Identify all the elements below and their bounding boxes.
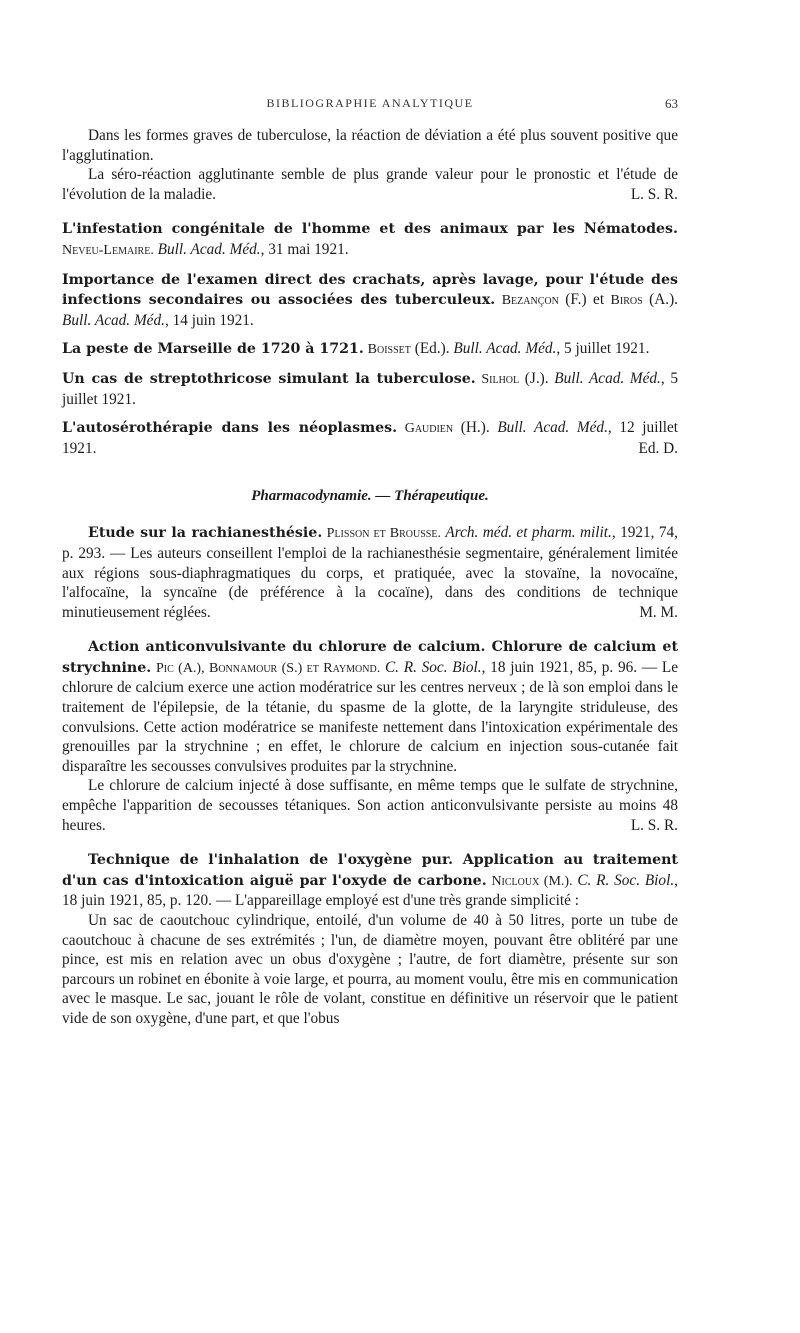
page bbox=[62, 96, 678, 1029]
entry-journal: Bull. Acad. Méd. bbox=[453, 340, 557, 358]
entry-journal: Bull. Acad. Méd. bbox=[497, 419, 608, 437]
article-title: Technique de l'inhalation de l'oxygène pur. Application au traitement d'un cas d'intoxication aiguë par l'oxyde de carbone. bbox=[62, 852, 678, 889]
article-text: Les auteurs conseillent l'emploi de la rachianesthésie segmentaire, généralement limitée aux régions sous-diaphragmatiques du corps, et pratiquée, avec la stovaïne, la novocaïne, l'alfocaïne, la syncaïne (de préférence à la cocaïne), dans des conditions de technique minutieusement réglées. bbox=[62, 544, 678, 621]
entry-journal: Bull. Acad. Méd. bbox=[62, 311, 165, 329]
running-head: BIBLIOGRAPHIE ANALYTIQUE bbox=[266, 96, 474, 110]
entry-author: Boisset bbox=[367, 342, 411, 358]
entry-title: Importance de l'examen direct des crachats, après lavage, pour l'étude des infections secondaires ou associées des tuberculeux. bbox=[62, 271, 678, 309]
page-header bbox=[62, 96, 678, 118]
entry-author: Silhol bbox=[481, 371, 520, 387]
article-authors: Nicloux (M.). bbox=[491, 873, 573, 889]
entry-author-initials: (H.). bbox=[453, 419, 498, 437]
article-authors: Plisson et Brousse. bbox=[326, 526, 441, 542]
entry-initials: Ed. D. bbox=[638, 439, 678, 457]
entry-author-initials: (F.) et bbox=[558, 291, 611, 309]
entry-date: , 12 juillet 1921. bbox=[62, 419, 678, 457]
intro-text: La séro-réaction agglutinante semble de plus grande valeur pour le pronostic et l'étude de l'évolution de la maladie. bbox=[62, 166, 678, 203]
abstract-article bbox=[62, 637, 678, 776]
entry-journal: Bull. Acad. Méd. bbox=[554, 369, 661, 387]
article-paragraph bbox=[62, 776, 678, 835]
abstract-article bbox=[62, 850, 678, 911]
entry-title: La peste de Marseille de 1720 à 1721. bbox=[62, 341, 364, 358]
entry-author: Gaudien bbox=[404, 421, 454, 437]
bibliography-entry bbox=[62, 339, 678, 360]
abstract-article bbox=[62, 523, 678, 622]
article-initials: M. M. bbox=[639, 603, 678, 621]
entry-date: , 5 juillet 1921. bbox=[556, 340, 650, 358]
entry-author-initials: (A.). bbox=[642, 291, 678, 309]
page-number: 63 bbox=[665, 96, 678, 111]
article-journal: Arch. méd. et pharm. milit. bbox=[445, 524, 612, 542]
bibliography-entry bbox=[62, 369, 678, 409]
section-heading: Pharmacodynamie. — Thérapeutique. bbox=[251, 488, 489, 505]
entry-date: , 14 juin 1921. bbox=[164, 311, 254, 329]
article-initials: L. S. R. bbox=[630, 816, 678, 834]
entry-title: L'infestation congénitale de l'homme et des animaux par les Nématodes. bbox=[62, 221, 678, 238]
article-journal: C. R. Soc. Biol. bbox=[384, 658, 482, 676]
article-reference: , 18 juin 1921, 85, p. 120. — bbox=[62, 871, 678, 910]
article-reference: , 18 juin 1921, 85, p. 96. — bbox=[481, 658, 662, 676]
bibliography-entry bbox=[62, 219, 678, 260]
article-title: Action anticonvulsivante du chlorure de calcium. Chlorure de calcium et strychnine. bbox=[62, 639, 678, 676]
article-text: Le chlorure de calcium injecté à dose suffisante, en même temps que le sulfate de strychnine, empêche l'apparition de secousses tétaniques. Son action anticonvulsivante persiste au moins 48 heures. bbox=[62, 777, 678, 834]
intro-paragraph-1: Dans les formes graves de tuberculose, la réaction de déviation a été plus souvent positive que l'agglutination. bbox=[62, 127, 678, 164]
article-reference: , 1921, 74, p. 293. — bbox=[62, 524, 679, 562]
article-authors: Pic (A.), Bonnamour (S.) et Raymond. bbox=[155, 660, 381, 676]
bibliography-entry bbox=[62, 418, 678, 458]
article-text: L'appareillage employé est d'une très grande simplicité : bbox=[234, 892, 579, 910]
entry-journal: Bull. Acad. Méd. bbox=[157, 240, 261, 258]
entry-date: , 31 mai 1921. bbox=[260, 240, 349, 258]
entry-title: L'autosérothérapie dans les néoplasmes. bbox=[62, 420, 398, 437]
article-title: Etude sur la rachianesthésie. bbox=[88, 525, 323, 542]
bibliography-entry bbox=[62, 270, 678, 331]
entry-author: Bezançon bbox=[501, 293, 559, 309]
entry-author-initials: (J.). bbox=[519, 369, 555, 387]
intro-initials: L. S. R. bbox=[630, 185, 678, 203]
entry-author: Neveu-Lemaire. bbox=[62, 242, 154, 258]
article-journal: C. R. Soc. Biol. bbox=[577, 871, 675, 889]
entry-date: , 5 juillet 1921. bbox=[62, 369, 679, 408]
intro-paragraph-2 bbox=[62, 165, 678, 204]
entry-author-initials: (Ed.). bbox=[410, 340, 454, 358]
article-text: Le chlorure de calcium exerce une action modératrice sur les centres nerveux ; de là son emploi dans le traitement de l'épilepsie, de la tétanie, du spasme de la glotte, de la laryngite striduleuse, des convulsions. Cette action modératrice se manifeste nettement dans l'intoxication expérimentale des grenouilles par la strychnine ; en effet, le chlorure de calcium en injection sous-cutanée fait disparaître les secousses convulsives produites par la strychnine. bbox=[62, 658, 678, 775]
article-paragraph: Un sac de caoutchouc cylindrique, entoilé, d'un volume de 40 à 50 litres, porte un tube de caoutchouc à chacune de ses extrémités ; l'un, de diamètre moyen, pouvant être oblitéré par une pince, est mis en relation avec un obus d'oxygène ; l'autre, de fort diamètre, présente sur son parcours un robinet en ébonite à voie large, et pourra, au moment voulu, être mis en communication avec le masque. Le sac, jouant le rôle de volant, constitue en définitive un réservoir que le patient vide de son oxygène, d'une part, et que l'obus bbox=[62, 912, 678, 1027]
entry-author: Biros bbox=[610, 293, 643, 309]
entry-title: Un cas de streptothricose simulant la tuberculose. bbox=[62, 370, 476, 387]
